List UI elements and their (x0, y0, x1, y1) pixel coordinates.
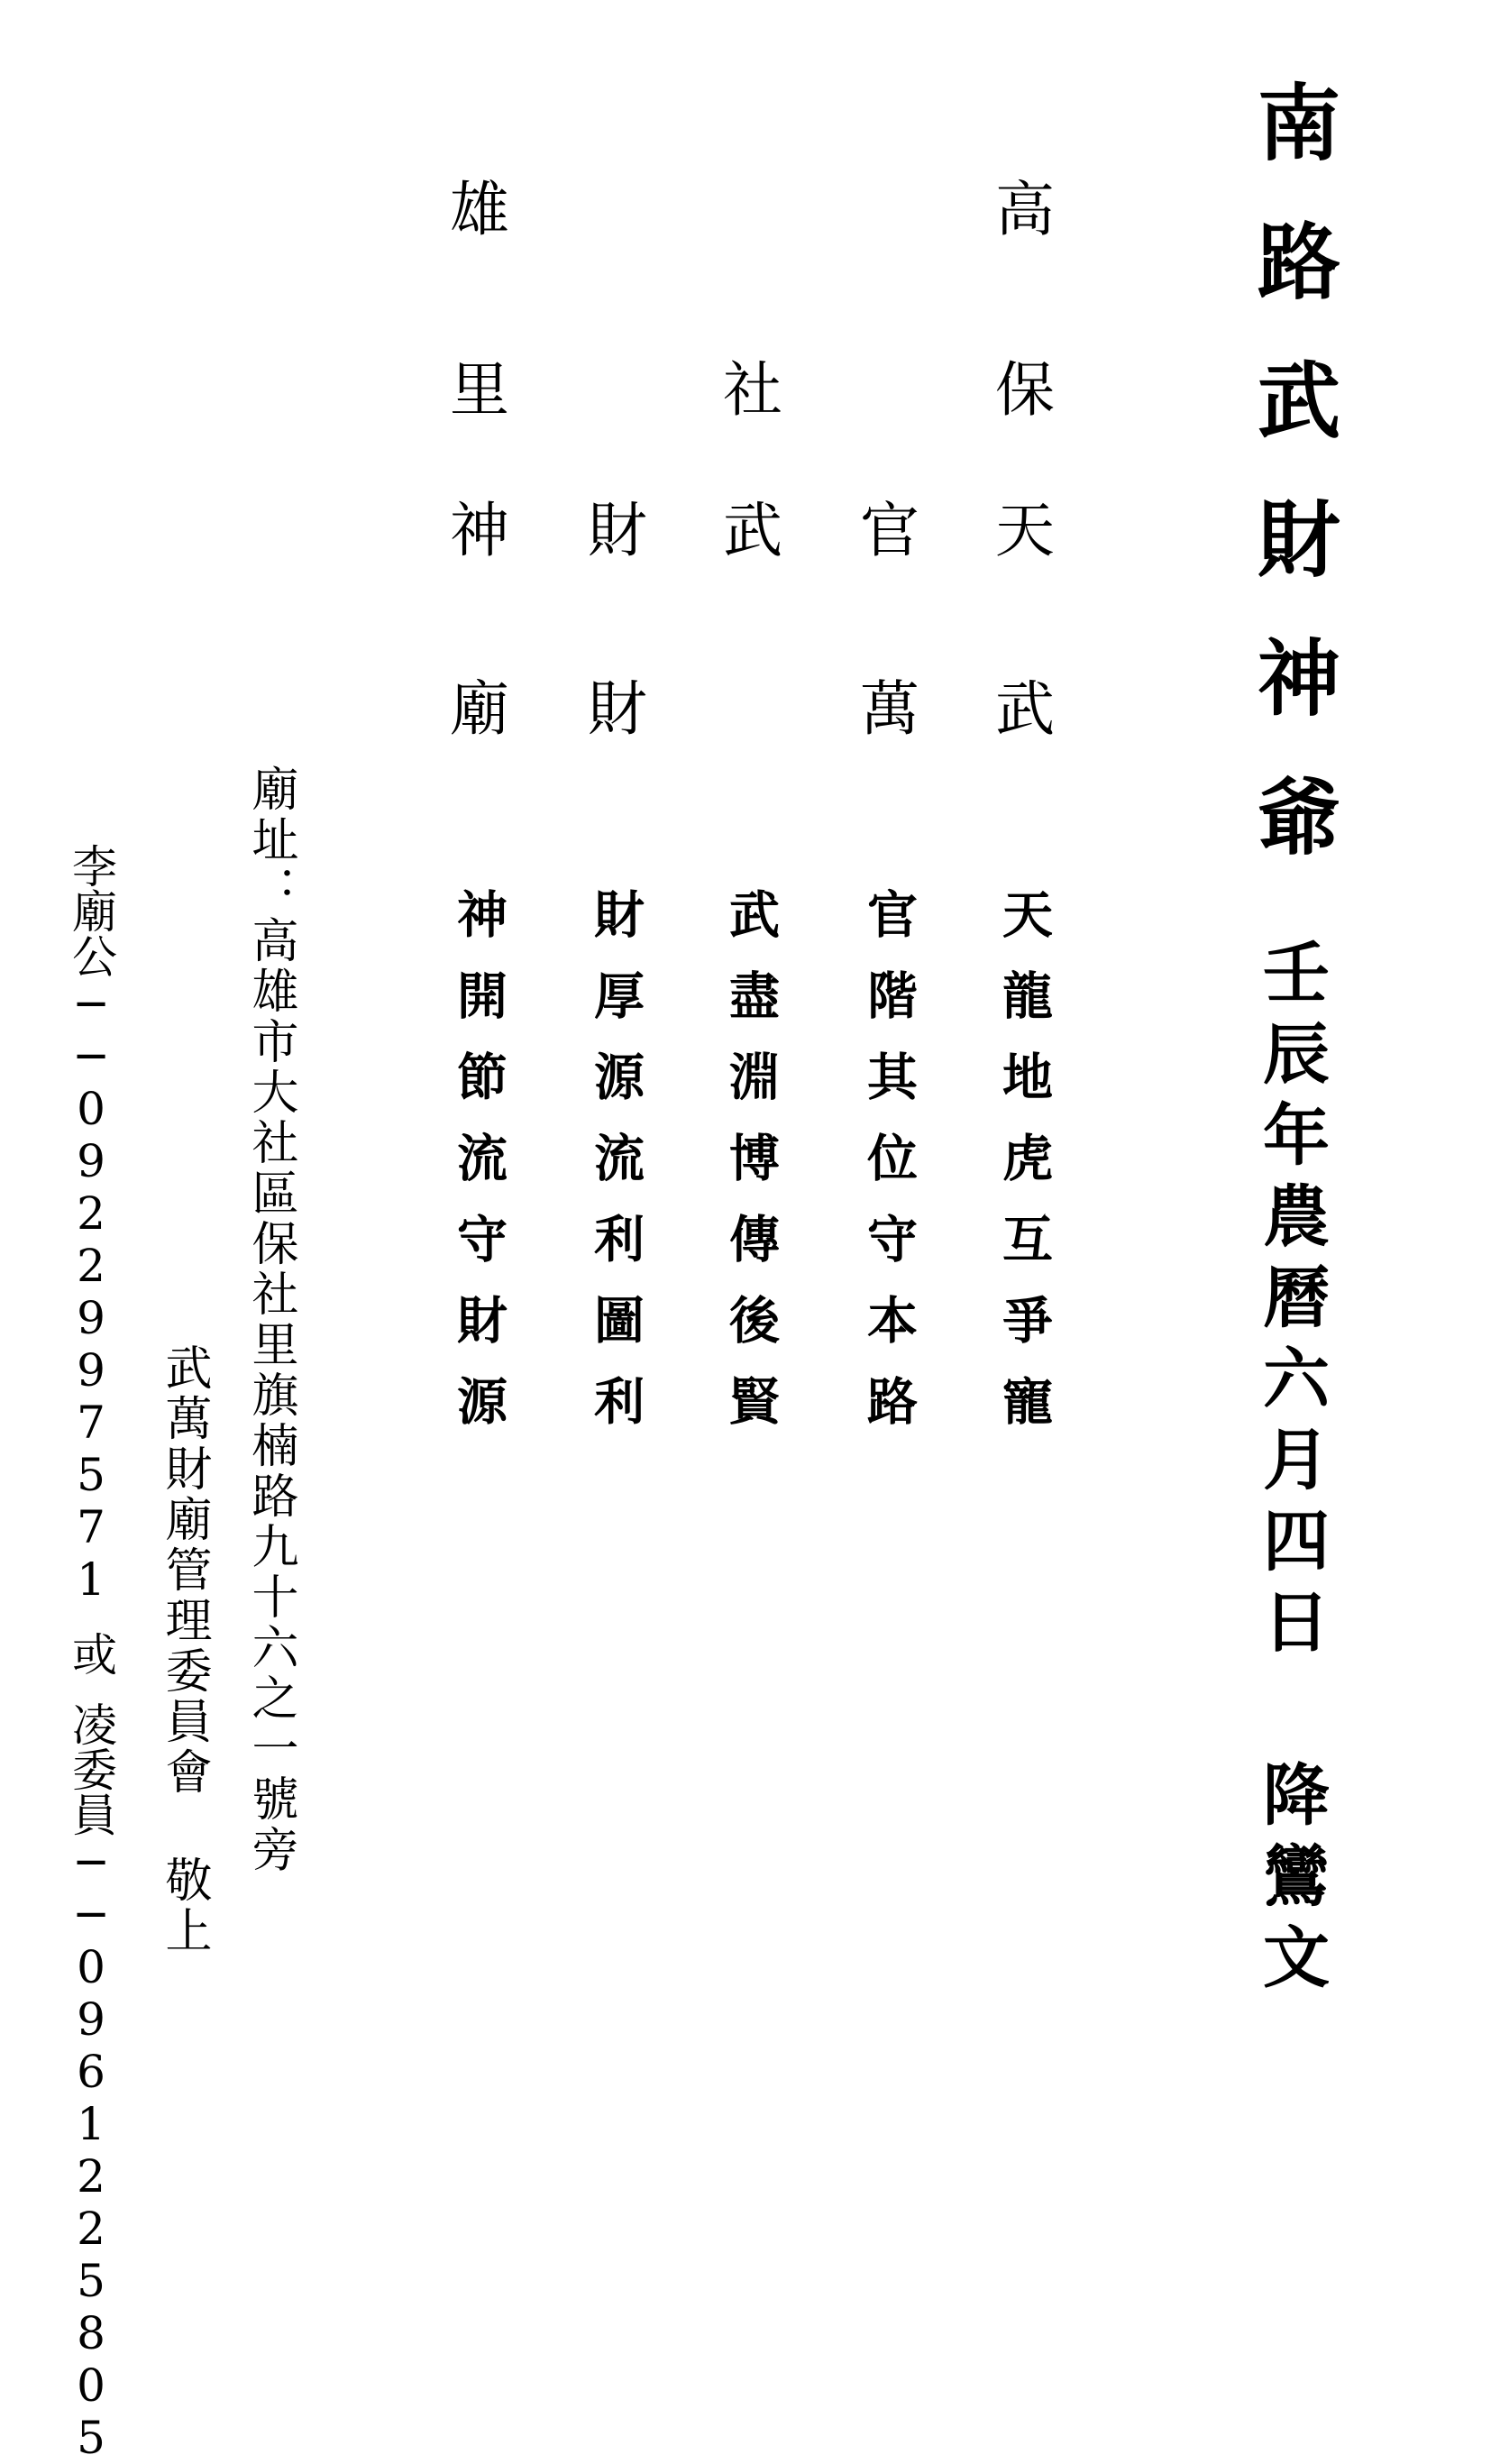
committee-signature: 武萬財廟管理委員會 敬上 (157, 1343, 211, 1956)
verse-line: 財厚源流利圖利 (586, 888, 645, 1456)
contact-or: 或 (65, 1631, 117, 1676)
date-line: 壬辰年農曆六月四日 降鸞文 (1252, 938, 1330, 2003)
upper-verse-char: 天 (995, 496, 1055, 565)
page-title: 南路武財神爺 (1244, 79, 1341, 912)
upper-verse-char: 保 (995, 355, 1055, 425)
upper-verse-char: 武 (723, 496, 782, 565)
upper-verse-char: 雄 (450, 175, 509, 244)
verse-line: 天龍地虎互爭寵 (994, 888, 1054, 1456)
upper-verse-char: 財 (588, 674, 647, 744)
upper-verse-char: 里 (450, 355, 509, 425)
upper-verse-char: 高 (995, 175, 1055, 244)
contact-primary: 李廟公──0922997571 (65, 843, 117, 1606)
upper-verse-char: 社 (723, 355, 782, 425)
contact-secondary: 凌委員──0961225805 (65, 1701, 117, 2464)
upper-verse-char: 廟 (450, 674, 509, 744)
upper-verse-char: 萬 (860, 674, 919, 744)
upper-verse-char: 財 (588, 496, 647, 565)
verse-line: 官階其位守本路 (859, 888, 919, 1456)
upper-verse-char: 武 (995, 674, 1055, 744)
temple-address: 廟址：高雄市大社區保社里旗楠路九十六之一號旁 (243, 765, 297, 1875)
verse-line: 武盡淵博傳後賢 (721, 888, 781, 1456)
contact-info (65, 843, 117, 2464)
upper-verse-char: 神 (450, 496, 509, 565)
upper-verse-char: 官 (860, 496, 919, 565)
verse-line: 神開節流守財源 (449, 888, 508, 1456)
